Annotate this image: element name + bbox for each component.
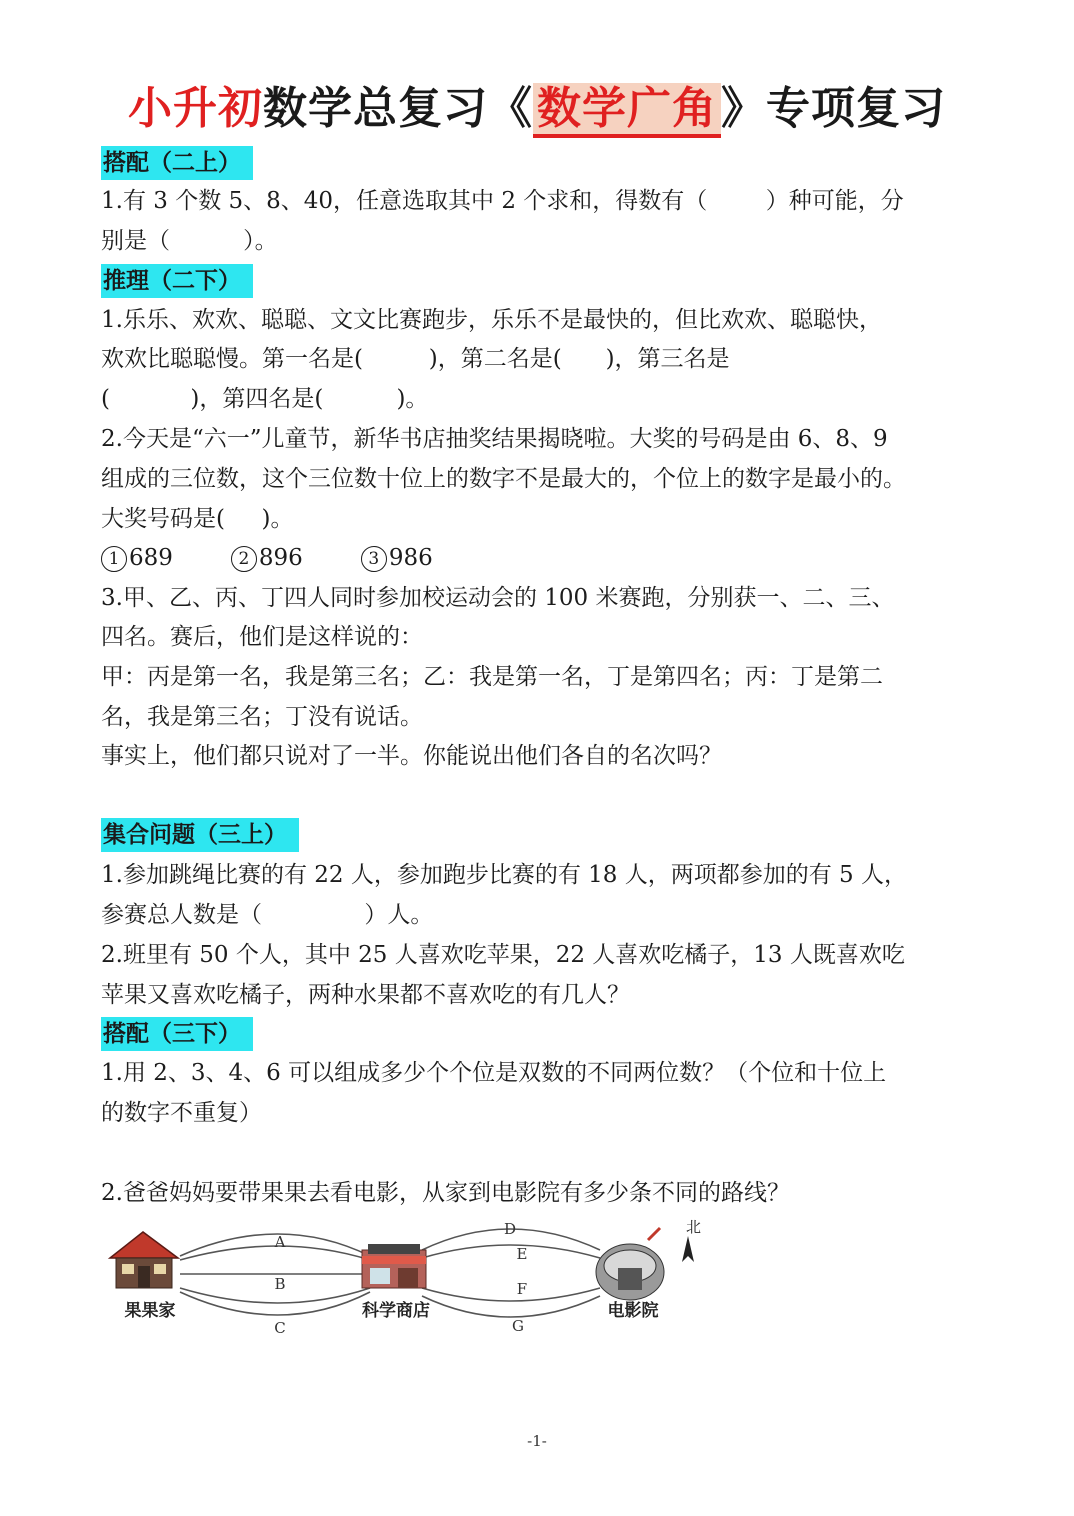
question-line: 1.用 2、3、4、6 可以组成多少个个位是双数的不同两位数？（个位和十位上 [101,1060,887,1086]
question-line: 大奖号码是( )。 [101,506,294,532]
route-label: G [512,1317,524,1335]
question-line: 1.有 3 个数 5、8、40，任意选取其中 2 个求和，得数有（ ）种可能，分 [101,188,904,214]
route-label: D [503,1220,517,1238]
page-title [0,72,1074,136]
section-header-sets: 集合问题（三上） [101,818,299,852]
circled-number-3: 3 [361,546,387,572]
question-line: 的数字不重复） [101,1100,262,1126]
option-3: 3 986 [361,545,433,571]
circled-number-1: 1 [101,546,127,572]
north-label: 北 [686,1218,702,1236]
question-line: 名，我是第三名；丁没有说话。 [101,704,423,730]
house-icon [110,1232,178,1288]
routes-shop-to-cinema [422,1229,600,1317]
route-label: A [274,1233,286,1251]
route-label: E [516,1245,528,1263]
question-line: 苹果又喜欢吃橘子，两种水果都不喜欢吃的有几人？ [101,982,630,1008]
route-f-line [422,1288,600,1301]
title-part-2: 数学总复习《 [263,83,533,134]
shop-label: 科学商店 [362,1301,430,1321]
circled-number-2: 2 [231,546,257,572]
question-line: 1.参加跳绳比赛的有 22 人，参加跑步比赛的有 18 人，两项都参加的有 5 人， [101,862,907,888]
route-g-line [422,1296,600,1317]
question-line: 组成的三位数，这个三位数十位上的数字不是最大的，个位上的数字是最小的。 [101,466,906,492]
question-line: 2.班里有 50 个人，其中 25 人喜欢吃苹果，22 人喜欢吃橘子，13 人既喜欢吃 [101,942,905,968]
question-line: ( )，第四名是( )。 [101,386,429,412]
question-line: 欢欢比聪聪慢。第一名是( )，第二名是( )，第三名是 [101,346,730,372]
question-line: 1.乐乐、欢欢、聪聪、文文比赛跑步，乐乐不是最快的，但比欢欢、聪聪快， [101,307,882,333]
home-label: 果果家 [124,1301,176,1321]
title-highlight: 数学广角 [533,83,721,138]
route-map [100,1210,720,1345]
cinema-icon [596,1228,664,1300]
north-arrow-icon [682,1218,701,1262]
question-line: 2.爸爸妈妈要带果果去看电影，从家到电影院有多少条不同的路线？ [101,1180,790,1206]
title-part-4: 》专项复习 [721,83,946,134]
question-line: 事实上，他们都只说对了一半。你能说出他们各自的名次吗？ [101,743,722,769]
route-e-line [422,1245,600,1258]
section-header-pairing-3b: 搭配（三下） [101,1017,253,1051]
options-row [101,543,433,573]
title-part-1: 小升初 [128,83,263,134]
route-label: F [516,1280,528,1298]
question-line: 3.甲、乙、丙、丁四人同时参加校运动会的 100 米赛跑，分别获一、二、三、 [101,585,895,611]
question-line: 参赛总人数是（ ）人。 [101,902,434,928]
shop-icon [362,1244,426,1288]
section-header-reasoning: 推理（二下） [101,264,253,298]
page-number: -1- [527,1432,547,1450]
section-header-pairing-2a: 搭配（二上） [101,146,253,180]
cinema-label: 电影院 [607,1301,659,1321]
route-label: C [274,1319,286,1337]
question-line: 四名。赛后，他们是这样说的： [101,624,423,650]
question-line: 2.今天是“六一”儿童节，新华书店抽奖结果揭晓啦。大奖的号码是由 6、8、9 [101,426,888,452]
question-line: 别是（ ）。 [101,228,278,254]
route-label: B [274,1275,286,1293]
option-2: 2 896 [231,545,303,571]
question-line: 甲：丙是第一名，我是第三名；乙：我是第一名，丁是第四名；丙：丁是第二 [101,664,883,690]
option-1: 1 689 [101,545,173,571]
